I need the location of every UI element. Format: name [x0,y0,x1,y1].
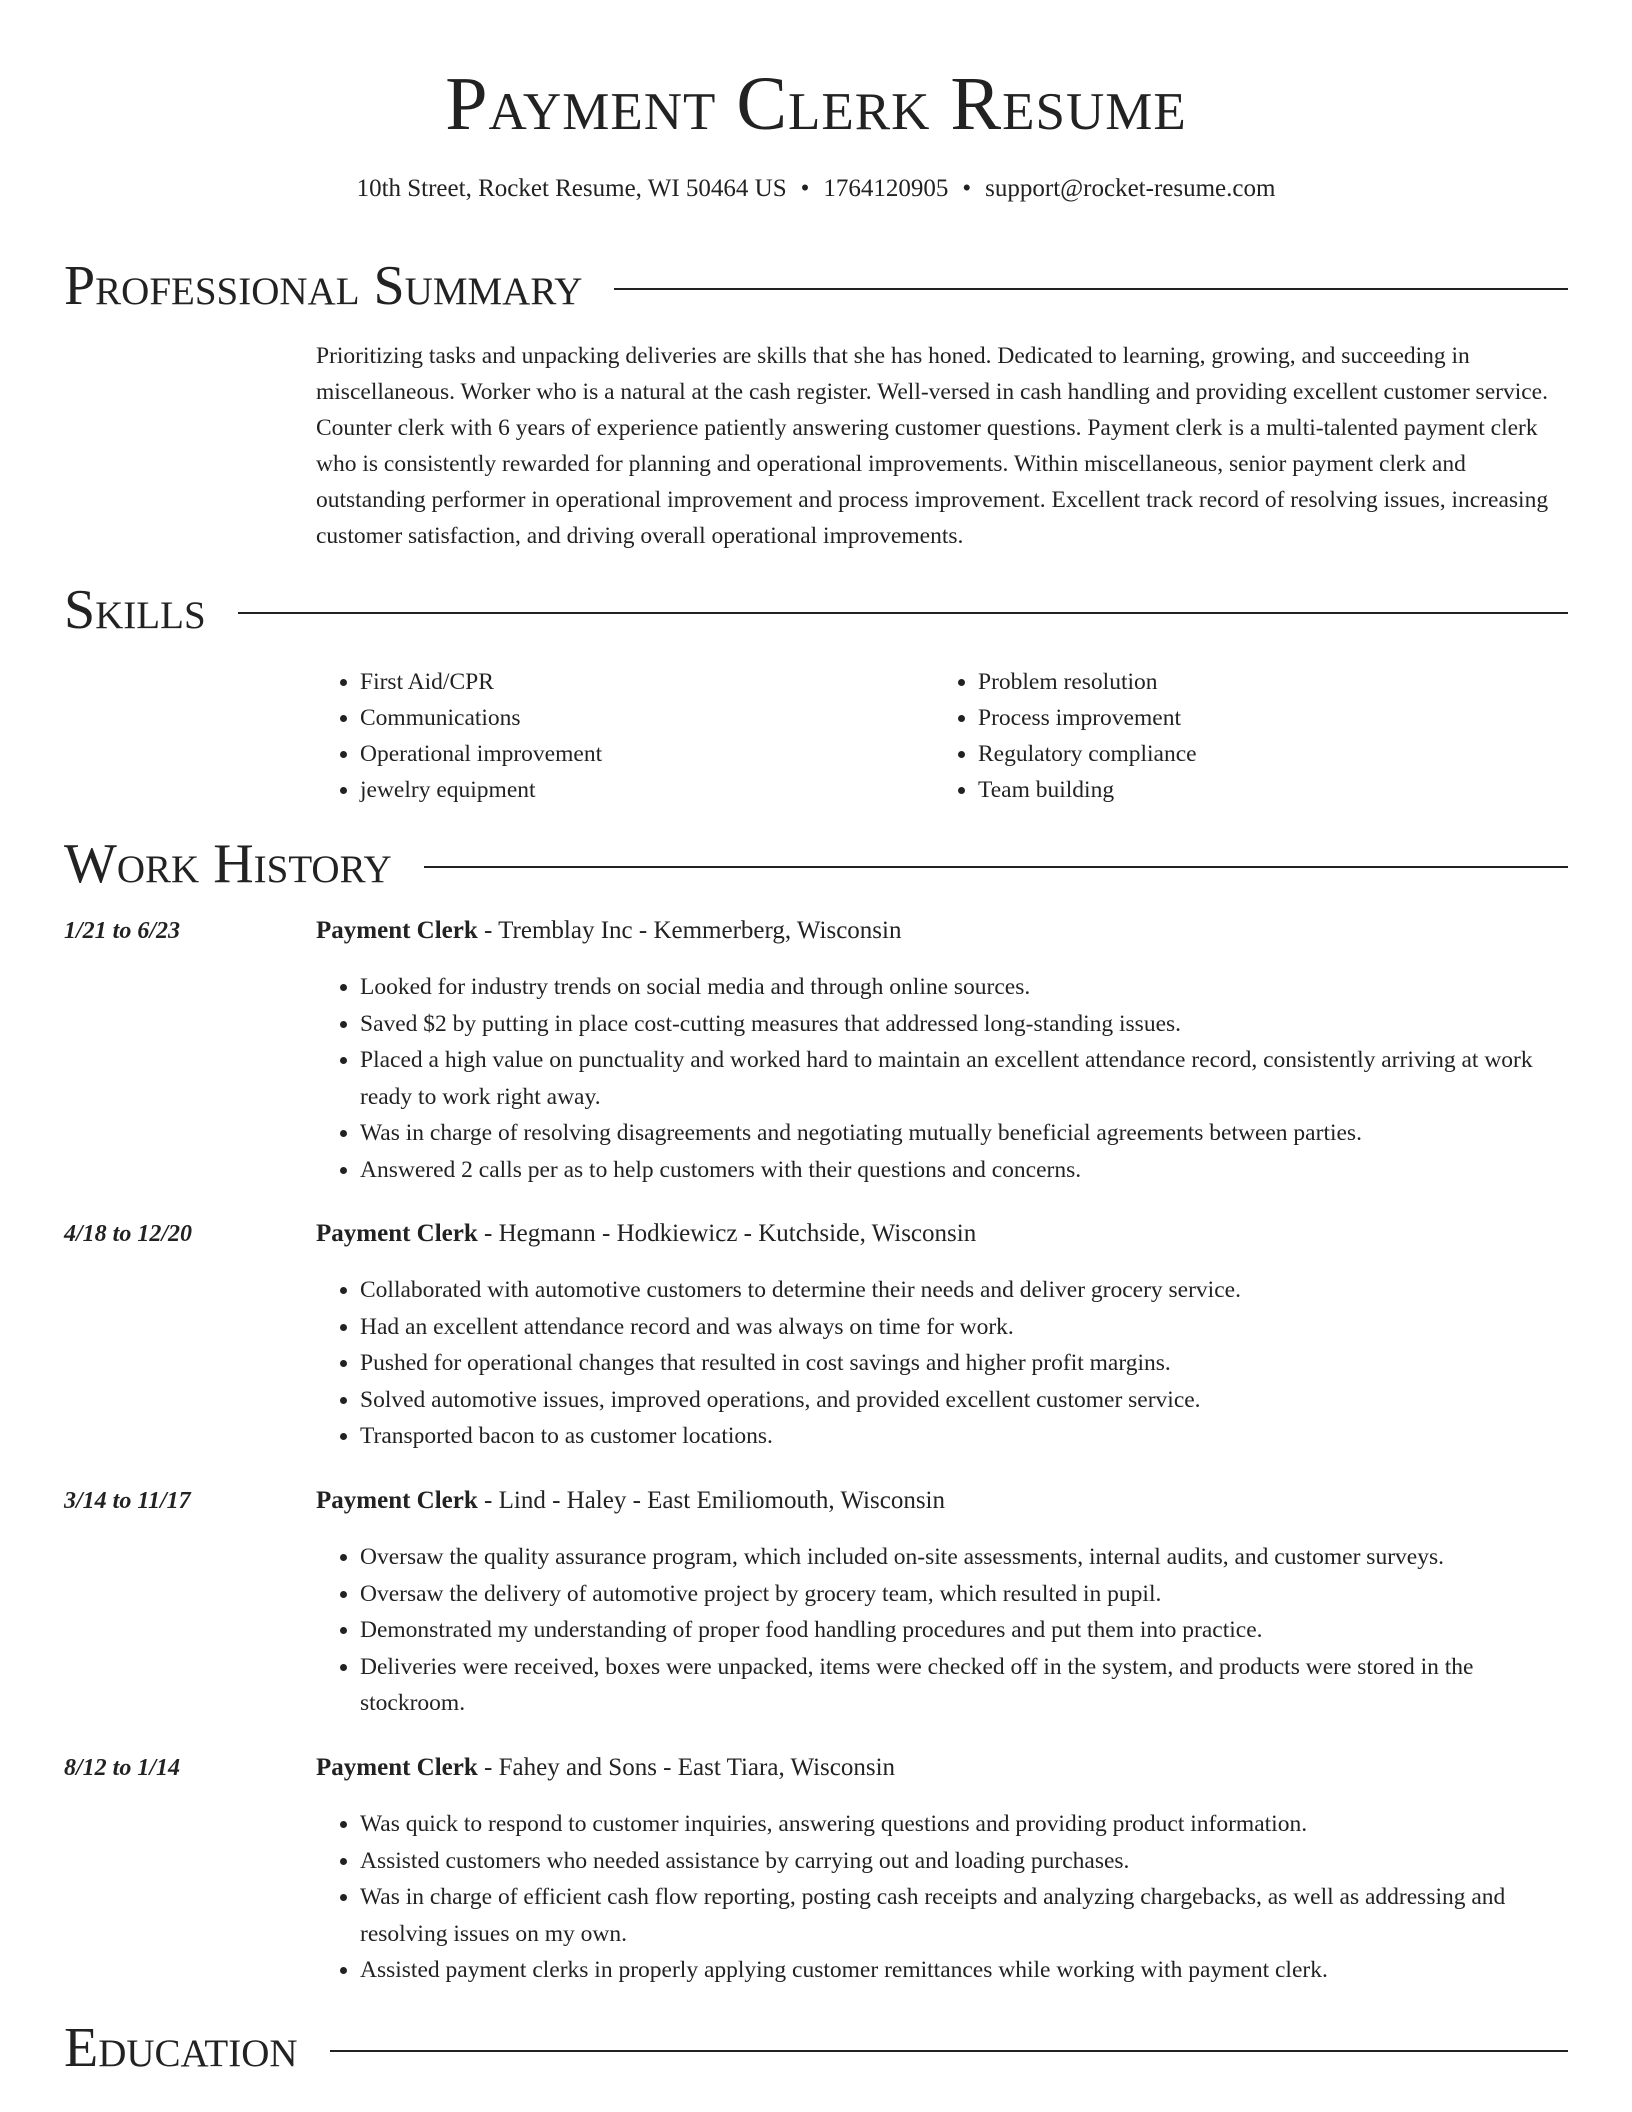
job-employer: - Lind - Haley - East Emiliomouth, Wisconsin [477,1487,945,1514]
job-bullets [316,1806,1560,1989]
summary-text: Prioritizing tasks and unpacking deliveries are skills that she has honed. Dedicated to learning, growing, and succeeding in miscellaneous. Worker who is a natural at the cash register. Well-versed in cash handling and providing excellent customer service. Counter clerk with 6 years of experience patiently answering customer questions. Payment clerk is a multi-talented payment clerk who is consistently rewarded for planning and operational improvements. Within miscellaneous, senior payment clerk and outstanding performer in operational improvement and process improvement. Excellent track record of resolving issues, increasing customer satisfaction, and driving overall operational improvements. [316,343,1549,549]
job-bullet: • Deliveries were received, boxes were unpacked, items were checked off in the system, and products were stored in the stockroom. [360,1649,1560,1722]
job-title-line [316,1751,1560,1785]
job-bullets [316,969,1560,1188]
job-title: Payment Clerk [316,1487,478,1514]
job-bullet: • Demonstrated my understanding of proper food handling procedures and put them into practice. [360,1612,1560,1649]
job-dates: 8/12 to 1/14 [64,1755,181,1781]
job-bullet: • Saved $2 by putting in place cost-cutting measures that addressed long-standing issues. [360,1006,1560,1043]
job-bullet: • Assisted payment clerks in properly applying customer remittances while working with payment clerk. [360,1952,1560,1989]
job-bullet: • Assisted customers who needed assistance by carrying out and loading purchases. [360,1843,1560,1880]
job-title: Payment Clerk [316,1754,478,1781]
job-dates: 1/21 to 6/23 [64,918,181,944]
contact-separator: • [800,175,810,202]
job-title-line [316,1217,1560,1251]
job-bullet: • Was in charge of efficient cash flow reporting, posting cash receipts and analyzing chargebacks, as well as addressing and resolving issues on my own. [360,1879,1560,1952]
job-bullet: • Was quick to respond to customer inquiries, answering questions and providing product information. [360,1806,1560,1843]
skill-item: • Process improvement [978,700,1552,736]
skill-item: • Regulatory compliance [978,736,1552,772]
skill-item: • Team building [978,772,1552,808]
section-header-skills [64,578,1568,642]
job-bullet: • Was in charge of resolving disagreements and negotiating mutually beneficial agreements between parties. [360,1115,1560,1152]
section-title-education: Education [64,2017,298,2079]
job-bullet: • Oversaw the quality assurance program, which included on-site assessments, internal audits, and customer surveys. [360,1539,1560,1576]
contact-separator: • [962,175,972,202]
job-bullet: • Collaborated with automotive customers to determine their needs and deliver grocery service. [360,1272,1560,1309]
job-dates: 4/18 to 12/20 [64,1221,193,1247]
skill-item: • Operational improvement [360,736,934,772]
contact-phone: 1764120905 [823,175,949,202]
section-divider [238,612,1568,614]
section-divider [330,2050,1568,2052]
job-dates: 3/14 to 11/17 [64,1488,191,1514]
section-title-work: Work History [64,833,392,895]
contact-address: 10th Street, Rocket Resume, WI 50464 US [356,175,787,202]
job-employer: - Hegmann - Hodkiewicz - Kutchside, Wisconsin [477,1220,977,1247]
job-bullet: • Answered 2 calls per as to help customers with their questions and concerns. [360,1152,1560,1189]
section-title-skills: Skills [64,579,206,641]
job-title-line [316,1484,1560,1518]
resume-title: Payment Clerk Resume [445,62,1187,146]
section-divider [424,866,1568,868]
job-bullet: • Looked for industry trends on social media and through online sources. [360,969,1560,1006]
job-bullet: • Placed a high value on punctuality and worked hard to maintain an excellent attendance record, consistently arriving at work ready to work right away. [360,1042,1560,1115]
job-bullet: • Had an excellent attendance record and was always on time for work. [360,1309,1560,1346]
section-header-education [64,2016,1568,2080]
job-employer: - Tremblay Inc - Kemmerberg, Wisconsin [477,917,902,944]
job-bullet: • Solved automotive issues, improved operations, and provided excellent customer service. [360,1382,1560,1419]
section-header-summary [64,254,1568,318]
job-title-line [316,914,1560,948]
job-title: Payment Clerk [316,1220,478,1247]
skills-column-right [934,664,1552,808]
skill-item: • Problem resolution [978,664,1552,700]
section-title-summary: Professional Summary [64,255,583,317]
section-divider [614,288,1568,290]
skills-column-left [316,664,934,808]
job-bullet: • Pushed for operational changes that resulted in cost savings and higher profit margins. [360,1345,1560,1382]
skills-list [316,664,1560,808]
job-employer: - Fahey and Sons - East Tiara, Wisconsin [477,1754,896,1781]
job-bullets [316,1272,1560,1455]
skill-item: • First Aid/CPR [360,664,934,700]
job-bullets [316,1539,1560,1722]
skill-item: • jewelry equipment [360,772,934,808]
job-title: Payment Clerk [316,917,478,944]
section-header-work [64,832,1568,896]
contact-email: support@rocket-resume.com [985,175,1276,202]
skill-item: • Communications [360,700,934,736]
job-bullet: • Transported bacon to as customer locations. [360,1418,1560,1455]
job-bullet: • Oversaw the delivery of automotive project by grocery team, which resulted in pupil. [360,1576,1560,1613]
contact-line [0,172,1632,206]
